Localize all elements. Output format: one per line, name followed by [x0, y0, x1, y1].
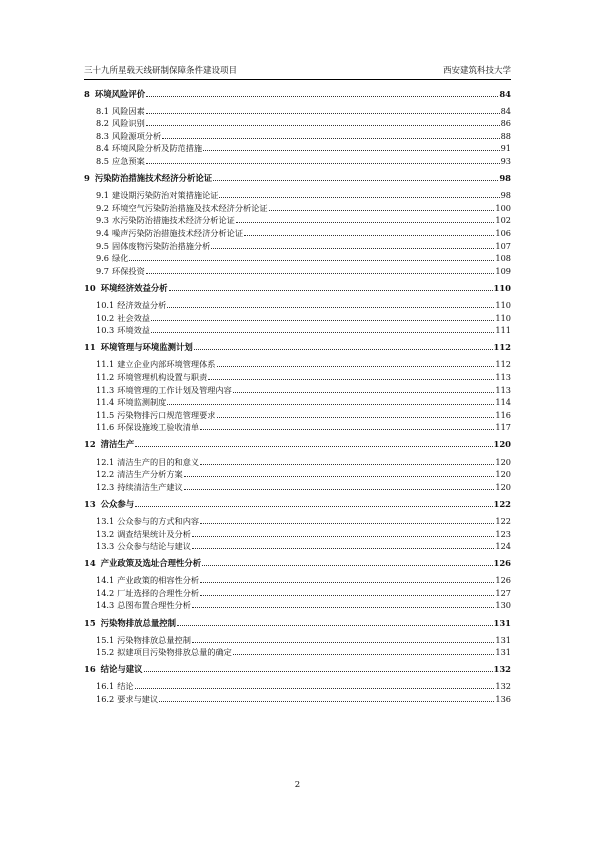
toc-dot-leader — [146, 113, 500, 114]
toc-entry-page: 106 — [495, 228, 511, 239]
toc-entry-title: 产业政策的相容性分析 — [117, 575, 200, 586]
toc-entry-title: 环境管理的工作计划及管理内容 — [117, 384, 232, 395]
toc-entry-title: 环境空气污染防治措施及技术经济分析论证 — [112, 202, 268, 213]
toc-section-entry[interactable] — [84, 691, 511, 704]
toc-entry-number: 13.2 — [96, 528, 115, 539]
toc-dot-leader — [167, 404, 494, 405]
toc-dot-leader — [135, 506, 492, 507]
header-university: 西安建筑科技大学 — [442, 66, 511, 76]
toc-dot-leader — [129, 260, 494, 261]
toc-section-entry[interactable] — [84, 310, 511, 323]
toc-entry-title: 公众参与 — [100, 498, 135, 509]
toc-entry-title: 环境经济效益分析 — [100, 282, 168, 293]
toc-chapter-entry[interactable] — [84, 280, 511, 293]
toc-section-entry[interactable] — [84, 128, 511, 141]
toc-chapter-entry[interactable] — [84, 86, 511, 99]
toc-dot-leader — [208, 379, 494, 380]
toc-entry-title: 应急预案 — [112, 156, 145, 167]
toc-entry-number: 10.1 — [96, 300, 115, 310]
toc-entry-title: 污染物排污口规范管理要求 — [117, 409, 216, 420]
toc-dot-leader — [269, 210, 495, 211]
toc-entry-page: 122 — [495, 515, 511, 526]
toc-entry-page: 109 — [495, 265, 511, 276]
toc-entry-number: 8.2 — [96, 118, 110, 129]
toc-entry-title: 清洁生产的目的和意义 — [117, 456, 200, 467]
toc-entry-title: 水污染防治措施技术经济分析论证 — [112, 215, 235, 226]
toc-dot-leader — [233, 654, 494, 655]
toc-dot-leader — [200, 429, 494, 430]
toc-entry-page: 113 — [495, 371, 511, 382]
toc-entry-number: 11.4 — [96, 397, 115, 408]
toc-entry-title: 噪声污染防治措施技术经济分析论证 — [112, 228, 244, 239]
toc-section-entry[interactable] — [84, 323, 511, 336]
toc-entry-number: 16 — [84, 664, 96, 675]
toc-entry-page: 111 — [495, 325, 511, 336]
toc-chapter-entry[interactable] — [84, 437, 511, 450]
toc-entry-page: 122 — [493, 498, 511, 509]
toc-entry-page: 84 — [500, 105, 511, 116]
toc-entry-title: 环境风险分析及防范措施 — [112, 143, 203, 154]
toc-dot-leader — [192, 536, 494, 537]
toc-entry-page: 84 — [499, 88, 511, 99]
toc-entry-number: 10 — [84, 282, 96, 293]
toc-section-entry[interactable] — [84, 526, 511, 539]
toc-dot-leader — [162, 138, 499, 139]
toc-dot-leader — [236, 222, 495, 223]
toc-section-entry[interactable] — [84, 573, 511, 586]
toc-dot-leader — [233, 392, 494, 393]
toc-dot-leader — [146, 163, 500, 164]
toc-entry-number: 14 — [84, 558, 96, 569]
toc-dot-leader — [217, 417, 495, 418]
toc-entry-title: 清洁生产分析方案 — [117, 469, 183, 480]
toc-dot-leader — [213, 180, 498, 181]
toc-entry-number: 12.3 — [96, 481, 115, 492]
toc-section-entry[interactable] — [84, 585, 511, 598]
toc-entry-title: 环境风险评价 — [94, 88, 146, 99]
toc-section-entry[interactable] — [84, 395, 511, 408]
toc-entry-number: 14.1 — [96, 575, 115, 586]
toc-entry-number: 13.1 — [96, 515, 115, 526]
header-project-title: 三十九所星载天线研制保障条件建设项目 — [84, 66, 238, 76]
toc-entry-title: 总图布置合理性分析 — [117, 600, 191, 611]
toc-entry-page: 131 — [495, 634, 511, 645]
toc-dot-leader — [167, 307, 494, 308]
toc-entry-page: 91 — [500, 143, 511, 154]
toc-entry-page: 120 — [495, 469, 511, 480]
toc-entry-title: 污染物排放总量控制 — [117, 634, 191, 645]
toc-section-entry[interactable] — [84, 454, 511, 467]
toc-entry-title: 环境监测制度 — [117, 397, 167, 408]
toc-entry-title: 要求与建议 — [117, 694, 159, 705]
toc-entry-number: 9.4 — [96, 228, 110, 239]
toc-section-entry[interactable] — [84, 153, 511, 166]
toc-section-entry[interactable] — [84, 251, 511, 264]
toc-dot-leader — [135, 688, 495, 689]
toc-section-entry[interactable] — [84, 513, 511, 526]
toc-dot-leader — [159, 701, 494, 702]
toc-entry-title: 绿化 — [112, 253, 129, 264]
toc-dot-leader — [184, 489, 495, 490]
toc-section-entry[interactable] — [84, 632, 511, 645]
toc-chapter-entry[interactable] — [84, 340, 511, 353]
toc-entry-title: 持续清洁生产建议 — [117, 481, 183, 492]
toc-entry-page: 117 — [495, 422, 511, 433]
toc-section-entry[interactable] — [84, 369, 511, 382]
toc-chapter-entry[interactable] — [84, 662, 511, 675]
toc-entry-number: 13 — [84, 498, 96, 509]
toc-dot-leader — [135, 446, 492, 447]
toc-entry-title: 建设期污染防治对策措施论证 — [112, 190, 219, 201]
toc-entry-number: 11.6 — [96, 422, 115, 433]
toc-dot-leader — [244, 235, 494, 236]
toc-entry-title: 环境管理机构设置与职责 — [117, 371, 208, 382]
toc-entry-title: 环保投资 — [112, 265, 145, 276]
toc-dot-leader — [192, 642, 494, 643]
toc-entry-number: 10.2 — [96, 312, 115, 323]
toc-section-entry[interactable] — [84, 479, 511, 492]
toc-entry-page: 98 — [499, 173, 511, 184]
toc-chapter-entry[interactable] — [84, 171, 511, 184]
toc-entry-page: 116 — [495, 409, 511, 420]
toc-entry-page: 86 — [500, 118, 511, 129]
toc-entry-page: 132 — [493, 664, 511, 675]
toc-entry-number: 9.3 — [96, 215, 110, 226]
toc-section-entry[interactable] — [84, 382, 511, 395]
toc-dot-leader — [151, 332, 494, 333]
toc-section-entry[interactable] — [84, 357, 511, 370]
toc-entry-title: 环保设施竣工验收清单 — [117, 422, 200, 433]
toc-entry-number: 11.3 — [96, 384, 115, 395]
toc-section-entry[interactable] — [84, 407, 511, 420]
toc-entry-page: 120 — [495, 481, 511, 492]
toc-entry-number: 11.1 — [96, 359, 115, 370]
toc-entry-number: 12 — [84, 439, 96, 450]
toc-section-entry[interactable] — [84, 225, 511, 238]
toc-entry-title: 风险因素 — [112, 105, 145, 116]
toc-entry-page: 127 — [495, 587, 511, 598]
toc-entry-title: 环境管理与环境监测计划 — [100, 342, 193, 353]
toc-dot-leader — [192, 607, 494, 608]
toc-entry-title: 厂址选择的合理性分析 — [117, 587, 200, 598]
toc-entry-page: 88 — [500, 130, 511, 141]
toc-entry-number: 12.2 — [96, 469, 115, 480]
toc-entry-title: 调查结果统计及分析 — [117, 528, 191, 539]
toc-dot-leader — [169, 290, 493, 291]
toc-entry-number: 9.5 — [96, 240, 110, 251]
toc-entry-page: 93 — [500, 156, 511, 167]
toc-entry-number: 9.1 — [96, 190, 110, 201]
toc-chapter-entry[interactable] — [84, 556, 511, 569]
toc-entry-page: 112 — [493, 342, 511, 353]
toc-section-entry[interactable] — [84, 213, 511, 226]
toc-entry-number: 11 — [84, 342, 96, 353]
toc-entry-page: 136 — [495, 694, 511, 705]
toc-dot-leader — [200, 595, 494, 596]
toc-chapter-entry[interactable] — [84, 496, 511, 509]
toc-section-entry[interactable] — [84, 297, 511, 310]
toc-entry-number: 10.3 — [96, 325, 115, 336]
toc-entry-number: 14.3 — [96, 600, 115, 611]
toc-entry-page: 114 — [495, 397, 511, 408]
toc-entry-page: 108 — [495, 253, 511, 264]
toc-entry-number: 9.6 — [96, 253, 110, 264]
page-number: 2 — [294, 780, 301, 790]
toc-dot-leader — [200, 464, 494, 465]
toc-entry-page: 110 — [493, 282, 511, 293]
toc-entry-number: 14.2 — [96, 587, 115, 598]
toc-entry-title: 结论 — [117, 681, 134, 692]
toc-section-entry[interactable] — [84, 467, 511, 480]
toc-entry-number: 9.7 — [96, 265, 110, 276]
toc-dot-leader — [217, 366, 495, 367]
toc-entry-page: 130 — [495, 600, 511, 611]
toc-entry-title: 清洁生产 — [100, 439, 135, 450]
toc-entry-page: 126 — [495, 575, 511, 586]
toc-dot-leader — [144, 671, 493, 672]
toc-dot-leader — [151, 320, 494, 321]
toc-entry-number: 12.1 — [96, 456, 115, 467]
toc-entry-number: 8.1 — [96, 105, 110, 116]
toc-entry-page: 110 — [495, 312, 511, 323]
page-header — [84, 64, 511, 78]
toc-dot-leader — [203, 150, 499, 151]
toc-entry-title: 建立企业内部环境管理体系 — [117, 359, 216, 370]
toc-entry-title: 污染防治措施技术经济分析论证 — [94, 173, 213, 184]
toc-section-entry[interactable] — [84, 238, 511, 251]
toc-entry-number: 8.5 — [96, 156, 110, 167]
table-of-contents — [84, 86, 511, 704]
header-rule — [84, 79, 511, 80]
toc-entry-page: 107 — [495, 240, 511, 251]
toc-entry-page: 110 — [495, 300, 511, 310]
toc-entry-page: 123 — [495, 528, 511, 539]
toc-section-entry[interactable] — [84, 188, 511, 201]
toc-entry-page: 120 — [493, 439, 511, 450]
toc-entry-title: 社会效益 — [117, 312, 150, 323]
toc-dot-leader — [184, 476, 495, 477]
toc-entry-number: 16.1 — [96, 681, 115, 692]
toc-entry-page: 132 — [495, 681, 511, 692]
toc-dot-leader — [200, 582, 494, 583]
toc-section-entry[interactable] — [84, 263, 511, 276]
toc-entry-title: 固体废物污染防治措施分析 — [112, 240, 211, 251]
toc-entry-number: 11.2 — [96, 371, 115, 382]
toc-entry-page: 120 — [495, 456, 511, 467]
toc-entry-page: 113 — [495, 384, 511, 395]
toc-dot-leader — [192, 548, 494, 549]
toc-section-entry[interactable] — [84, 141, 511, 154]
toc-dot-leader — [194, 349, 493, 350]
toc-entry-number: 9 — [84, 173, 90, 184]
toc-entry-page: 131 — [493, 617, 511, 628]
toc-entry-number: 13.3 — [96, 541, 115, 552]
toc-entry-page: 126 — [493, 558, 511, 569]
toc-entry-title: 公众参与的方式和内容 — [117, 515, 200, 526]
toc-entry-number: 15.2 — [96, 647, 115, 658]
toc-entry-number: 8.4 — [96, 143, 110, 154]
toc-section-entry[interactable] — [84, 598, 511, 611]
toc-entry-title: 污染物排放总量控制 — [100, 617, 177, 628]
toc-entry-page: 98 — [500, 190, 511, 201]
toc-entry-title: 产业政策及选址合理性分析 — [100, 558, 202, 569]
toc-dot-leader — [200, 523, 494, 524]
toc-chapter-entry[interactable] — [84, 615, 511, 628]
toc-entry-number: 9.2 — [96, 202, 110, 213]
toc-entry-title: 公众参与结论与建议 — [117, 541, 191, 552]
toc-entry-title: 风险源项分析 — [112, 130, 162, 141]
toc-entry-title: 结论与建议 — [100, 664, 143, 675]
toc-section-entry[interactable] — [84, 116, 511, 129]
toc-entry-number: 8.3 — [96, 130, 110, 141]
toc-dot-leader — [146, 96, 498, 97]
toc-dot-leader — [219, 197, 499, 198]
toc-entry-page: 131 — [495, 647, 511, 658]
toc-entry-title: 环境效益 — [117, 325, 150, 336]
toc-entry-title: 风险识别 — [112, 118, 145, 129]
toc-entry-number: 8 — [84, 88, 90, 99]
toc-entry-number: 16.2 — [96, 694, 115, 705]
toc-dot-leader — [202, 565, 492, 566]
toc-entry-number: 15 — [84, 617, 96, 628]
toc-dot-leader — [146, 273, 495, 274]
toc-section-entry[interactable] — [84, 420, 511, 433]
toc-entry-page: 124 — [495, 541, 511, 552]
toc-entry-number: 11.5 — [96, 409, 115, 420]
toc-section-entry[interactable] — [84, 539, 511, 552]
toc-entry-page: 100 — [495, 202, 511, 213]
toc-dot-leader — [177, 625, 492, 626]
toc-section-entry[interactable] — [84, 103, 511, 116]
toc-section-entry[interactable] — [84, 200, 511, 213]
toc-section-entry[interactable] — [84, 645, 511, 658]
toc-entry-page: 112 — [495, 359, 511, 370]
toc-dot-leader — [146, 125, 500, 126]
toc-dot-leader — [211, 248, 494, 249]
toc-entry-number: 15.1 — [96, 634, 115, 645]
toc-entry-title: 经济效益分析 — [117, 300, 167, 310]
toc-entry-title: 拟建项目污染物排放总量的确定 — [117, 647, 232, 658]
toc-entry-page: 102 — [495, 215, 511, 226]
toc-section-entry[interactable] — [84, 679, 511, 692]
